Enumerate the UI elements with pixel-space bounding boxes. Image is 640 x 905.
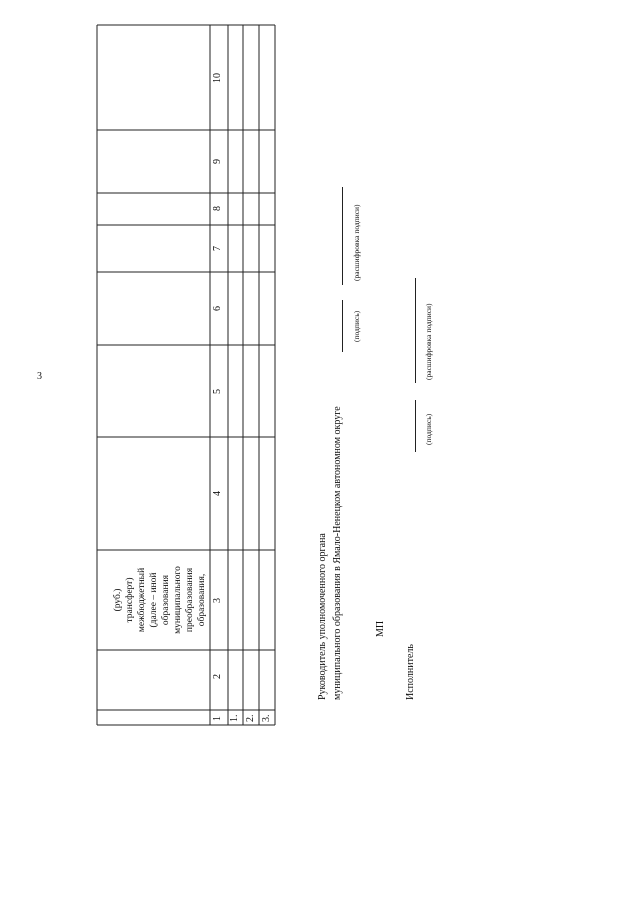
executor-label: Исполнитель (405, 644, 416, 700)
header-line: межбюджетный (137, 567, 147, 633)
column-number: 1 (212, 716, 223, 721)
header-line: преобразования (185, 567, 195, 633)
column-number: 9 (212, 159, 223, 164)
row-number: 2. (245, 714, 256, 722)
executor-decoding-line (415, 278, 416, 383)
page-number: 3 (37, 371, 42, 382)
column-number: 3 (212, 598, 223, 603)
column-number: 2 (212, 674, 223, 679)
head-line-1: Руководитель уполномоченного органа (317, 533, 328, 700)
executor-signature-caption: (подпись) (424, 413, 433, 445)
head-signature-caption: (подпись) (352, 310, 361, 342)
head-decoding-line (342, 187, 343, 285)
column-number: 5 (212, 389, 223, 394)
row-number: 1. (229, 714, 240, 722)
header-col3-text (112, 557, 208, 643)
executor-signature-line (415, 400, 416, 452)
header-line: образования, (197, 573, 207, 627)
executor-decoding-caption: (расшифровка подписи) (424, 303, 433, 380)
header-line: (руб.) (113, 588, 123, 612)
row-number: 3. (261, 714, 272, 722)
header-line: трансферт) (125, 577, 135, 623)
header-line: муниципального (173, 566, 183, 634)
column-number: 10 (212, 73, 223, 83)
column-number: 6 (212, 306, 223, 311)
head-signature-line (342, 300, 343, 352)
header-line: образования (161, 574, 171, 626)
head-decoding-caption: (расшифровка подписи) (352, 204, 361, 281)
head-line-2: муниципального образования в Ямало-Ненецком автономном округе (332, 406, 343, 700)
header-line: (далее – иной (149, 572, 159, 628)
stamp-label: МП (375, 620, 386, 637)
column-number: 8 (212, 206, 223, 211)
column-number: 7 (212, 246, 223, 251)
column-number: 4 (212, 491, 223, 496)
